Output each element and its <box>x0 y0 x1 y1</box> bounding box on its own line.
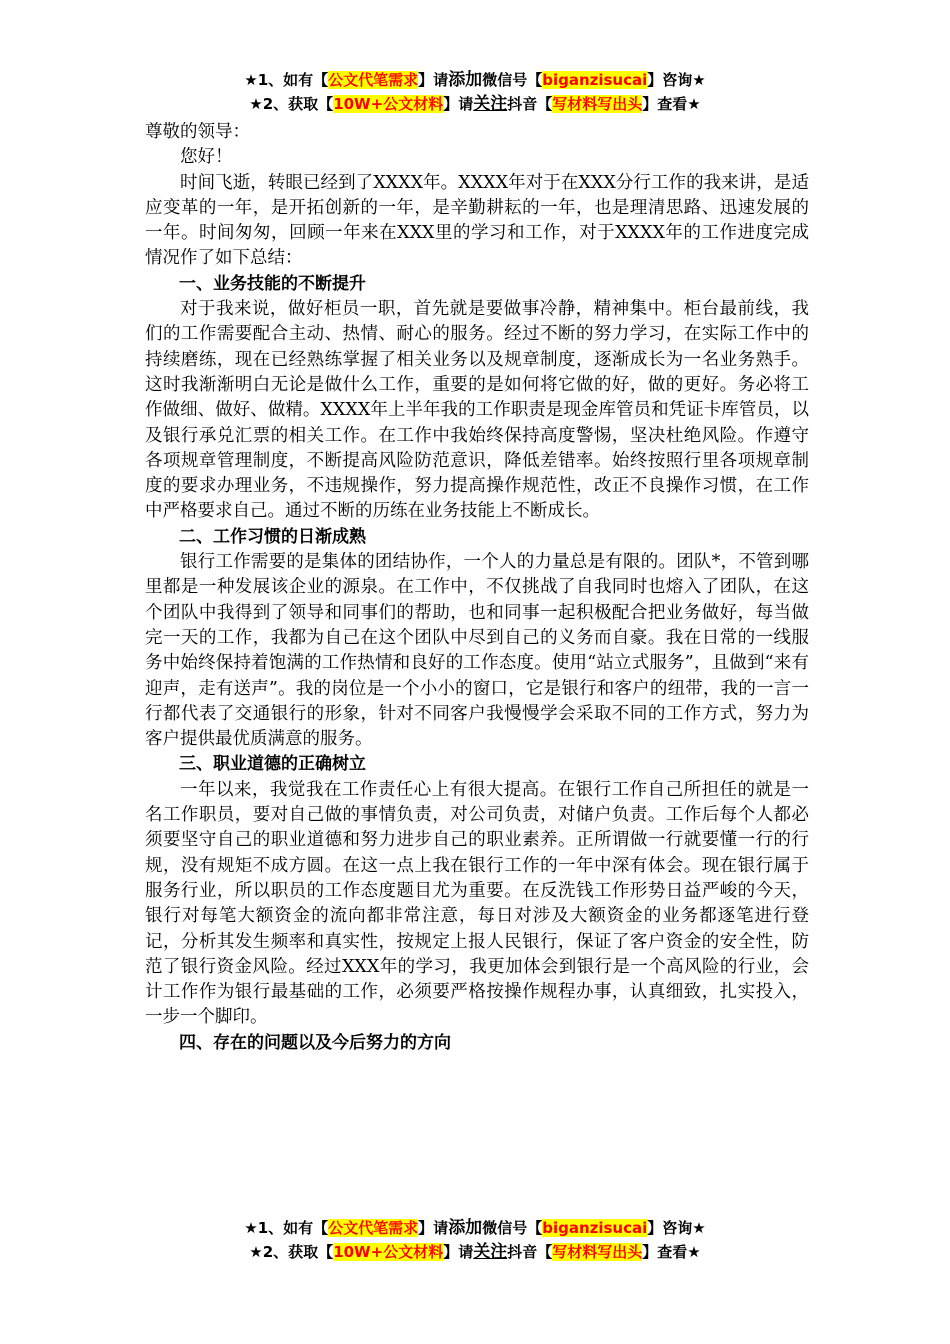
section-paragraph: 一年以来，我觉我在工作责任心上有很大提高。在银行工作自己所担任的就是一名工作职员，要对自己做的事情负责，对公司负责，对储户负责。工作后每个人都必须要坚守自己的职业道德和努力进步自己的职业素养。正所谓做一行就要懂一行的行规，没有规矩不成方圆。在这一点上我在银行工作的一年中深有体会。现在银行属于服务行业，所以职员的工作态度题目尤为重要。在反洗钱工作形势日益严峻的今天，银行对每笔大额资金的流向都非常注意，每日对涉及大额资金的业务都逐笔进行登记，分析其发生频率和真实性，按规定上报人民银行，保证了客户资金的安全性，防范了银行资金风险。经过XXX年的学习，我更加体会到银行是一个高风险的行业，会计工作作为银行最基础的工作，必须要严格按操作规程办事，认真细致，扎实投入，一步一个脚印。 <box>145 779 809 1028</box>
banner-text: ★2、获取【 <box>249 1243 334 1261</box>
banner-text: 】咨询★ <box>647 1219 706 1237</box>
section-heading: 一、业务技能的不断提升 <box>179 273 366 294</box>
salutation: 尊敬的领导： <box>145 122 250 142</box>
banner-text: 】查看★ <box>642 95 701 113</box>
emphasis-text: 添加 <box>448 1218 483 1238</box>
banner-text: ★2、获取【 <box>249 95 334 113</box>
greeting: 您好！ <box>180 147 233 168</box>
highlight-text: 10W+公文材料 <box>333 1243 444 1261</box>
highlight-text: 写材料写出头 <box>552 95 643 113</box>
banner-text: 】请 <box>418 1219 449 1237</box>
banner-text: 】查看★ <box>642 1243 701 1261</box>
section-heading: 二、工作习惯的日渐成熟 <box>179 526 366 547</box>
letter-body <box>145 120 809 1056</box>
banner-line-2 <box>0 1240 950 1264</box>
banner-text: 】请 <box>443 95 474 113</box>
banner-text: 】请 <box>418 71 449 89</box>
section-heading: 四、存在的问题以及今后努力的方向 <box>179 1032 451 1053</box>
banner-line-1 <box>0 1216 950 1240</box>
section-paragraph: 银行工作需要的是集体的团结协作，一个人的力量总是有限的。团队*，不管到哪里都是一种发展该企业的源泉。在工作中，不仅挑战了自我同时也熔入了团队，在这个团队中我得到了领导和同事们的帮助，也和同事一起积极配合把业务做好，每当做完一天的工作，我都为自己在这个团队中尽到自己的义务而自豪。我在日常的一线服务中始终保持着饱满的工作热情和良好的工作态度。使用“站立式服务”，且做到“来有迎声，走有送声”。我的岗位是一个小小的窗口，它是银行和客户的纽带，我的一言一行都代表了交通银行的形象，针对不同客户我慢慢学会采取不同的工作方式，努力为客户提供最优质满意的服务。 <box>145 552 809 750</box>
emphasis-text: 添加 <box>448 70 483 90</box>
banner-text: 抖音【 <box>507 95 553 113</box>
emphasis-text: 关注 <box>473 1242 508 1262</box>
highlight-text: biganzisucai <box>542 1219 648 1237</box>
highlight-text: 公文代笔需求 <box>328 71 419 89</box>
banner-text: 微信号【 <box>482 1219 543 1237</box>
header-banner <box>0 68 950 116</box>
emphasis-text: 关注 <box>473 94 508 114</box>
banner-text: ★1、如有【 <box>244 1219 329 1237</box>
banner-text: 抖音【 <box>507 1243 553 1261</box>
highlight-text: 写材料写出头 <box>552 1243 643 1261</box>
banner-line-1 <box>0 68 950 92</box>
banner-text: 】请 <box>443 1243 474 1261</box>
highlight-text: 公文代笔需求 <box>328 1219 419 1237</box>
banner-text: ★1、如有【 <box>244 71 329 89</box>
highlight-text: 10W+公文材料 <box>333 95 444 113</box>
section-paragraph: 对于我来说，做好柜员一职，首先就是要做事冷静，精神集中。柜台最前线，我们的工作需要配合主动、热情、耐心的服务。经过不断的努力学习，在实际工作中的持续磨练，现在已经熟练掌握了相关业务以及规章制度，逐渐成长为一名业务熟手。这时我渐渐明白无论是做什么工作，重要的是如何将它做的好，做的更好。务必将工作做细、做好、做精。XXXX年上半年我的工作职责是现金库管员和凭证卡库管员，以及银行承兑汇票的相关工作。在工作中我始终保持高度警惕，坚决杜绝风险。作遵守各项规章管理制度，不断提高风险防范意识，降低差错率。始终按照行里各项规章制度的要求办理业务，不违规操作，努力提高操作规范性，改正不良操作习惯，在工作中严格要求自己。通过不断的历练在业务技能上不断成长。 <box>145 299 809 522</box>
banner-line-2 <box>0 92 950 116</box>
footer-banner <box>0 1216 950 1264</box>
section-heading: 三、职业道德的正确树立 <box>179 754 366 775</box>
intro-paragraph: 时间飞逝，转眼已经到了XXXX年。XXXX年对于在XXX分行工作的我来讲，是适应变革的一年，是开拓创新的一年，是辛勤耕耘的一年，也是理清思路、迅速发展的一年。时间匆匆，回顾一年来在XXX里的学习和工作，对于XXXX年的工作进度完成情况作了如下总结： <box>145 172 809 269</box>
banner-text: 】咨询★ <box>647 71 706 89</box>
banner-text: 微信号【 <box>482 71 543 89</box>
highlight-text: biganzisucai <box>542 71 648 89</box>
